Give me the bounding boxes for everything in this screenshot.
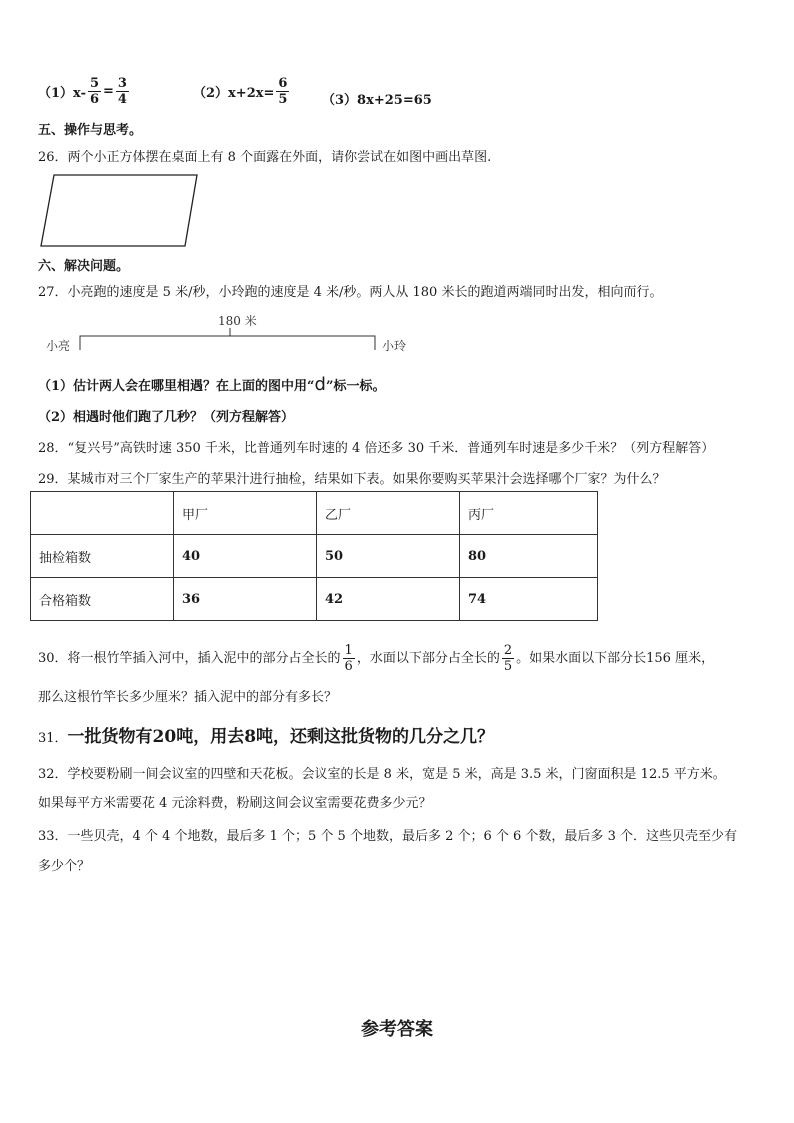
fraction-numerator: 1 xyxy=(344,643,353,658)
question-27: 27．小亮跑的速度是 5 米/秒，小玲跑的速度是 4 米/秒。两人从 180 米长的跑道两端同时出发，相向而行。 xyxy=(38,285,663,300)
fraction xyxy=(116,76,129,107)
question-31 xyxy=(38,722,494,747)
question-31-number: 31． xyxy=(38,731,68,746)
track-right-label: 小玲 xyxy=(382,339,407,353)
question-33-line-1: 33．一些贝壳，4 个 4 个地数，最后多 1 个；5 个 5 个地数，最后多 2 个；6 个 6 个数，最后多 3 个．这些贝壳至少有 xyxy=(38,829,737,844)
question-26: 26．两个小正方体摆在桌面上有 8 个面露在外面，请你尝试在如图中画出草图. xyxy=(38,150,492,165)
question-30-text: ，水面以下部分占全长的 xyxy=(356,651,500,666)
question-30-line-2: 那么这根竹竿长多少厘米？插入泥中的部分有多长？ xyxy=(38,690,338,705)
table-cell: 50 xyxy=(317,535,460,578)
table-header-cell: 丙厂 xyxy=(460,492,598,535)
parallelogram-shape xyxy=(41,175,197,246)
question-31-text: 一批货物有20吨，用去8吨，还剩这批货物的几分之几？ xyxy=(67,727,495,747)
question-27-2: （2）相遇时他们跑了几秒？（列方程解答） xyxy=(38,410,295,425)
fraction xyxy=(343,643,355,674)
mark-symbol: d xyxy=(314,374,326,395)
equation-3: （3）8x+25=65 xyxy=(322,93,432,108)
equation-2 xyxy=(193,76,291,107)
fraction xyxy=(502,643,514,674)
equation-1 xyxy=(38,76,131,107)
fraction xyxy=(88,76,101,107)
table-row-label: 合格箱数 xyxy=(31,578,174,621)
table-header-row xyxy=(31,492,598,535)
table-row xyxy=(31,578,598,621)
question-30 xyxy=(38,643,714,674)
fraction-denominator: 4 xyxy=(117,92,127,107)
question-32-line-2: 如果每平方米需要花 4 元涂料费，粉刷这间会议室需要花费多少元？ xyxy=(38,796,432,811)
fraction-denominator: 6 xyxy=(89,92,100,107)
question-30-text: 。如果水面以下部分长156 厘米， xyxy=(516,651,715,666)
question-28: 28．“复兴号”高铁时速 350 千米，比普通列车时速的 4 倍还多 30 千米．普通列车时速是多少千米？（列方程解答） xyxy=(38,441,715,456)
question-27-1 xyxy=(38,374,385,395)
question-33-line-2: 多少个？ xyxy=(38,859,91,874)
track-left-label: 小亮 xyxy=(46,339,71,353)
fraction-denominator: 5 xyxy=(278,92,288,107)
fraction xyxy=(276,76,289,107)
question-27-1-text: （1）估计两人会在哪里相遇？在上面的图中用“ xyxy=(38,379,315,394)
equation-2-prefix: （2）x+2x= xyxy=(193,86,275,101)
fraction-denominator: 5 xyxy=(503,659,513,674)
table-cell: 40 xyxy=(174,535,317,578)
fraction-numerator: 5 xyxy=(89,76,100,91)
table-cell: 36 xyxy=(174,578,317,621)
table-cell: 42 xyxy=(317,578,460,621)
track-bracket xyxy=(80,336,375,350)
fraction-numerator: 6 xyxy=(278,76,288,91)
track-diagram xyxy=(38,312,428,358)
question-27-1-text-end: ”标一标。 xyxy=(325,379,386,394)
equals-sign: = xyxy=(103,84,114,99)
question-30-text: 30．将一根竹竿插入河中，插入泥中的部分占全长的 xyxy=(38,651,341,666)
table-cell: 80 xyxy=(460,535,598,578)
parallelogram-figure xyxy=(38,172,200,250)
table-row-label: 抽检箱数 xyxy=(31,535,174,578)
fraction-numerator: 3 xyxy=(117,76,127,91)
track-distance-label: 180 米 xyxy=(218,314,257,328)
table-header-cell: 乙厂 xyxy=(317,492,460,535)
table-cell: 74 xyxy=(460,578,598,621)
fraction-denominator: 6 xyxy=(344,659,353,674)
inspection-table xyxy=(30,491,598,621)
section-heading-6: 六、解决问题。 xyxy=(38,259,130,274)
equation-1-prefix: （1）x- xyxy=(38,86,86,101)
question-29: 29．某城市对三个厂家生产的苹果汁进行抽检，结果如下表。如果你要购买苹果汁会选择哪个厂家？为什么？ xyxy=(38,472,666,487)
fraction-numerator: 2 xyxy=(503,643,513,658)
question-32-line-1: 32．学校要粉刷一间会议室的四壁和天花板。会议室的长是 8 米，宽是 5 米，高是 3.5 米，门窗面积是 12.5 平方米。 xyxy=(38,767,726,782)
table-header-cell xyxy=(31,492,174,535)
section-heading-5: 五、操作与思考。 xyxy=(38,123,143,138)
answer-section-title: 参考答案 xyxy=(361,1019,433,1040)
table-header-cell: 甲厂 xyxy=(174,492,317,535)
table-row xyxy=(31,535,598,578)
